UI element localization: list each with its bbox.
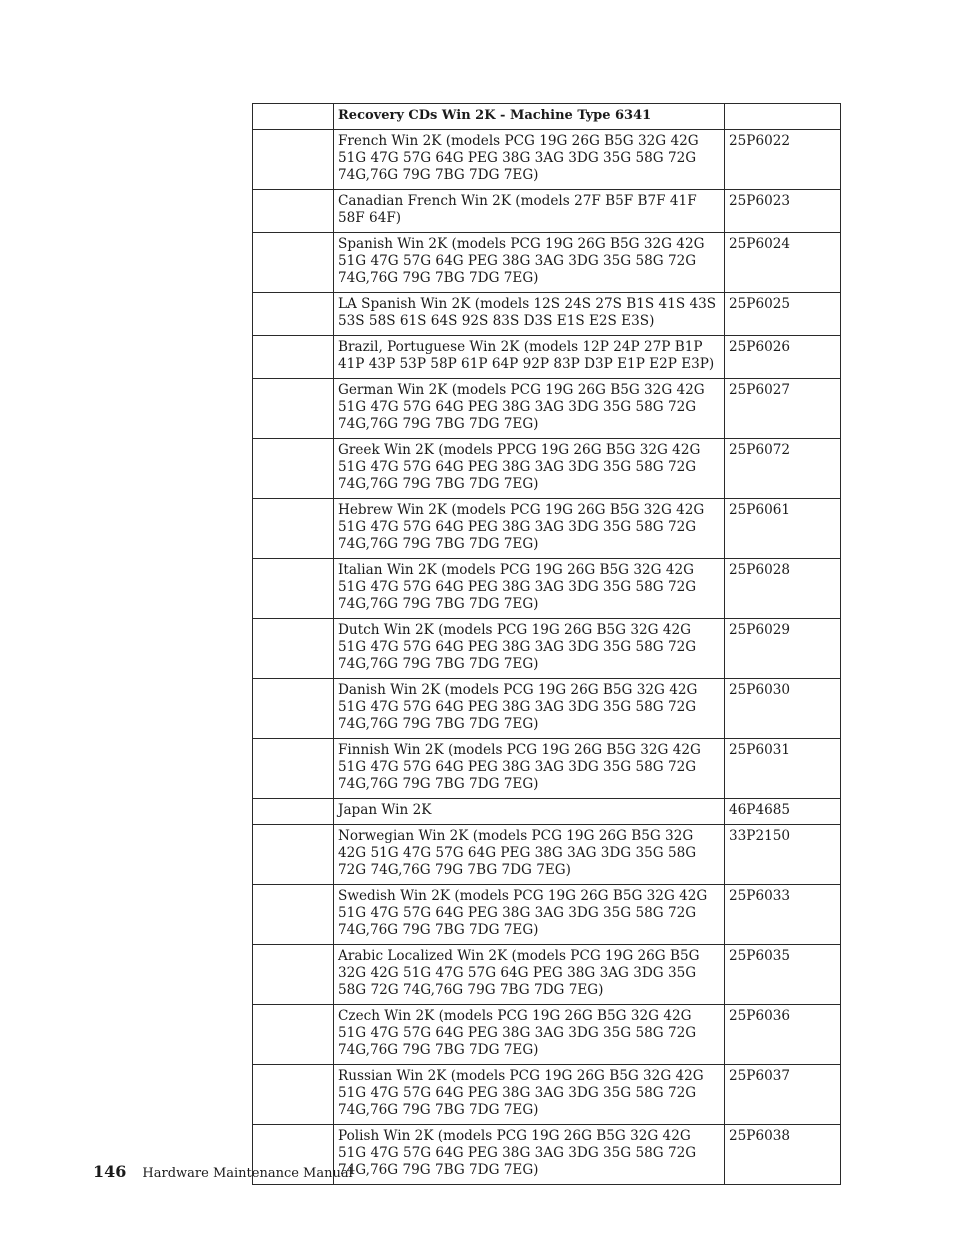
description-cell: Brazil, Portuguese Win 2K (models 12P 24P 27P B1P 41P 43P 53P 58P 61P 64P 92P 83P D3P E1P E2P E3P)	[334, 336, 725, 379]
table-row	[253, 619, 841, 679]
description-cell: Arabic Localized Win 2K (models PCG 19G 26G B5G 32G 42G 51G 47G 57G 64G PEG 38G 3AG 3DG 35G 58G 72G 74G,76G 79G 7BG 7DG 7EG)	[334, 945, 725, 1005]
table-row	[253, 739, 841, 799]
table-row	[253, 233, 841, 293]
index-cell	[253, 739, 334, 799]
table-row	[253, 825, 841, 885]
table-row	[253, 1005, 841, 1065]
table-row	[253, 293, 841, 336]
index-cell	[253, 825, 334, 885]
index-cell	[253, 130, 334, 190]
fru-cell: 25P6028	[725, 559, 841, 619]
fru-cell: 25P6031	[725, 739, 841, 799]
description-cell: Canadian French Win 2K (models 27F B5F B7F 41F 58F 64F)	[334, 190, 725, 233]
index-cell	[253, 1065, 334, 1125]
table-row	[253, 559, 841, 619]
description-cell: Polish Win 2K (models PCG 19G 26G B5G 32G 42G 51G 47G 57G 64G PEG 38G 3AG 3DG 35G 58G 72G 74G,76G 79G 7BG 7DG 7EG)	[334, 1125, 725, 1185]
fru-cell: 25P6072	[725, 439, 841, 499]
table-row	[253, 945, 841, 1005]
index-cell	[253, 499, 334, 559]
description-cell: Hebrew Win 2K (models PCG 19G 26G B5G 32G 42G 51G 47G 57G 64G PEG 38G 3AG 3DG 35G 58G 72G 74G,76G 79G 7BG 7DG 7EG)	[334, 499, 725, 559]
index-cell	[253, 619, 334, 679]
index-cell	[253, 293, 334, 336]
parts-table	[252, 103, 841, 1185]
page-footer	[93, 1162, 353, 1181]
table-title: Recovery CDs Win 2K - Machine Type 6341	[334, 104, 725, 130]
index-cell	[253, 799, 334, 825]
description-cell: Dutch Win 2K (models PCG 19G 26G B5G 32G 42G 51G 47G 57G 64G PEG 38G 3AG 3DG 35G 58G 72G 74G,76G 79G 7BG 7DG 7EG)	[334, 619, 725, 679]
index-cell	[253, 945, 334, 1005]
fru-cell: 25P6033	[725, 885, 841, 945]
table-row	[253, 190, 841, 233]
index-cell	[253, 1005, 334, 1065]
description-cell: Greek Win 2K (models PPCG 19G 26G B5G 32G 42G 51G 47G 57G 64G PEG 38G 3AG 3DG 35G 58G 72G 74G,76G 79G 7BG 7DG 7EG)	[334, 439, 725, 499]
description-cell: Japan Win 2K	[334, 799, 725, 825]
fru-cell: 25P6030	[725, 679, 841, 739]
fru-cell: 25P6023	[725, 190, 841, 233]
index-cell	[253, 336, 334, 379]
description-cell: Swedish Win 2K (models PCG 19G 26G B5G 32G 42G 51G 47G 57G 64G PEG 38G 3AG 3DG 35G 58G 72G 74G,76G 79G 7BG 7DG 7EG)	[334, 885, 725, 945]
description-cell: Spanish Win 2K (models PCG 19G 26G B5G 32G 42G 51G 47G 57G 64G PEG 38G 3AG 3DG 35G 58G 72G 74G,76G 79G 7BG 7DG 7EG)	[334, 233, 725, 293]
fru-cell: 25P6038	[725, 1125, 841, 1185]
index-cell	[253, 885, 334, 945]
table-row	[253, 379, 841, 439]
index-cell	[253, 559, 334, 619]
fru-cell: 25P6061	[725, 499, 841, 559]
fru-cell: 25P6024	[725, 233, 841, 293]
index-cell	[253, 190, 334, 233]
table-row	[253, 885, 841, 945]
description-cell: Finnish Win 2K (models PCG 19G 26G B5G 32G 42G 51G 47G 57G 64G PEG 38G 3AG 3DG 35G 58G 72G 74G,76G 79G 7BG 7DG 7EG)	[334, 739, 725, 799]
description-cell: Czech Win 2K (models PCG 19G 26G B5G 32G 42G 51G 47G 57G 64G PEG 38G 3AG 3DG 35G 58G 72G 74G,76G 79G 7BG 7DG 7EG)	[334, 1005, 725, 1065]
table-row	[253, 130, 841, 190]
manual-title: Hardware Maintenance Manual	[142, 1166, 353, 1181]
table-row	[253, 336, 841, 379]
table-header-row	[253, 104, 841, 130]
description-cell: Italian Win 2K (models PCG 19G 26G B5G 32G 42G 51G 47G 57G 64G PEG 38G 3AG 3DG 35G 58G 72G 74G,76G 79G 7BG 7DG 7EG)	[334, 559, 725, 619]
description-cell: Russian Win 2K (models PCG 19G 26G B5G 32G 42G 51G 47G 57G 64G PEG 38G 3AG 3DG 35G 58G 72G 74G,76G 79G 7BG 7DG 7EG)	[334, 1065, 725, 1125]
page-number: 146	[93, 1162, 127, 1181]
table-row	[253, 499, 841, 559]
fru-cell: 25P6026	[725, 336, 841, 379]
table-row	[253, 1065, 841, 1125]
table-body	[253, 130, 841, 1185]
fru-cell: 25P6035	[725, 945, 841, 1005]
index-cell	[253, 233, 334, 293]
description-cell: Norwegian Win 2K (models PCG 19G 26G B5G 32G 42G 51G 47G 57G 64G PEG 38G 3AG 3DG 35G 58G 72G 74G,76G 79G 7BG 7DG 7EG)	[334, 825, 725, 885]
fru-cell: 25P6029	[725, 619, 841, 679]
index-cell	[253, 104, 334, 130]
index-cell	[253, 679, 334, 739]
fru-cell: 33P2150	[725, 825, 841, 885]
fru-cell: 25P6036	[725, 1005, 841, 1065]
index-cell	[253, 439, 334, 499]
description-cell: Danish Win 2K (models PCG 19G 26G B5G 32G 42G 51G 47G 57G 64G PEG 38G 3AG 3DG 35G 58G 72G 74G,76G 79G 7BG 7DG 7EG)	[334, 679, 725, 739]
fru-cell: 25P6022	[725, 130, 841, 190]
table-row	[253, 439, 841, 499]
fru-cell: 25P6037	[725, 1065, 841, 1125]
fru-header-cell	[725, 104, 841, 130]
table-row	[253, 799, 841, 825]
description-cell: German Win 2K (models PCG 19G 26G B5G 32G 42G 51G 47G 57G 64G PEG 38G 3AG 3DG 35G 58G 72G 74G,76G 79G 7BG 7DG 7EG)	[334, 379, 725, 439]
fru-cell: 25P6025	[725, 293, 841, 336]
index-cell	[253, 379, 334, 439]
fru-cell: 25P6027	[725, 379, 841, 439]
description-cell: LA Spanish Win 2K (models 12S 24S 27S B1S 41S 43S 53S 58S 61S 64S 92S 83S D3S E1S E2S E3S)	[334, 293, 725, 336]
fru-cell: 46P4685	[725, 799, 841, 825]
description-cell: French Win 2K (models PCG 19G 26G B5G 32G 42G 51G 47G 57G 64G PEG 38G 3AG 3DG 35G 58G 72G 74G,76G 79G 7BG 7DG 7EG)	[334, 130, 725, 190]
table-row	[253, 679, 841, 739]
